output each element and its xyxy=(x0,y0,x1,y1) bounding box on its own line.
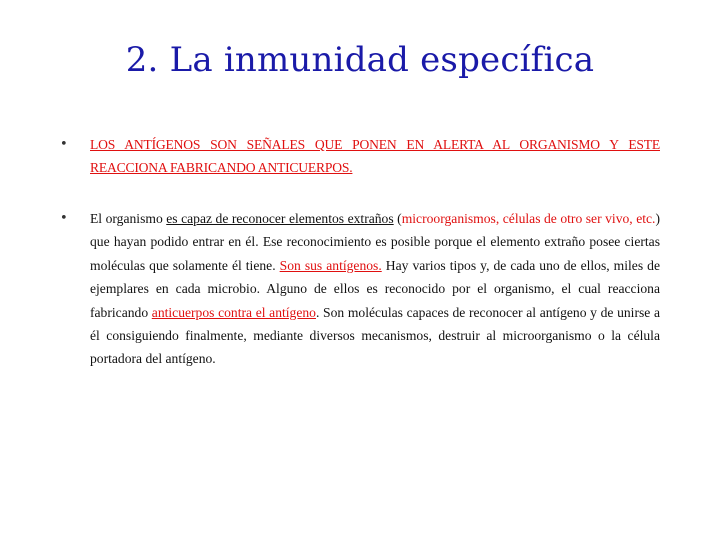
bullet-2-highlight-antigens: Son sus antígenos. xyxy=(279,257,382,273)
bullet-2-underlined-phrase: es capaz de reconocer elementos extraños xyxy=(166,211,394,226)
bullet-item-2 xyxy=(60,207,660,371)
bullet-2-highlight-antibodies: anticuerpos contra el antígeno xyxy=(151,304,316,320)
bullet-2-plain-2: ( xyxy=(393,211,402,226)
bullet-2-highlight-examples: microorganismos, células de otro ser vivo, etc. xyxy=(401,211,656,226)
bullet-1-text: LOS ANTÍGENOS SON SEÑALES QUE PONEN EN ALERTA AL ORGANISMO Y ESTE REACCIONA FABRICANDO ANTICUERPOS. xyxy=(90,137,660,176)
slide-title: 2. La inmunidad específica xyxy=(125,40,595,80)
bullet-2-text xyxy=(90,207,660,371)
bullet-icon: • xyxy=(60,137,68,152)
bullet-2-plain-3: ) que hayan podido entrar en él. Ese reconocimiento es posible porque el elemento extraño posee ciertas moléculas que solamente él tiene. xyxy=(90,211,660,273)
bullet-item-1 xyxy=(60,133,660,180)
bullet-2-plain-5: . Son moléculas capaces de reconocer al antígeno y de unirse a él consiguiendo finalmente, mediante diversos mecanismos, destruir al microorganismo o la célula portadora del antígeno. xyxy=(90,304,660,367)
bullet-2-plain-4: Hay varios tipos y, de cada uno de ellos, miles de ejemplares en cada microbio. Alguno de ellos es reconocido por el organismo, el cual reacciona fabricando xyxy=(90,257,660,320)
bullet-icon: • xyxy=(60,211,68,226)
bullet-2-plain-1: El organismo xyxy=(90,211,167,226)
